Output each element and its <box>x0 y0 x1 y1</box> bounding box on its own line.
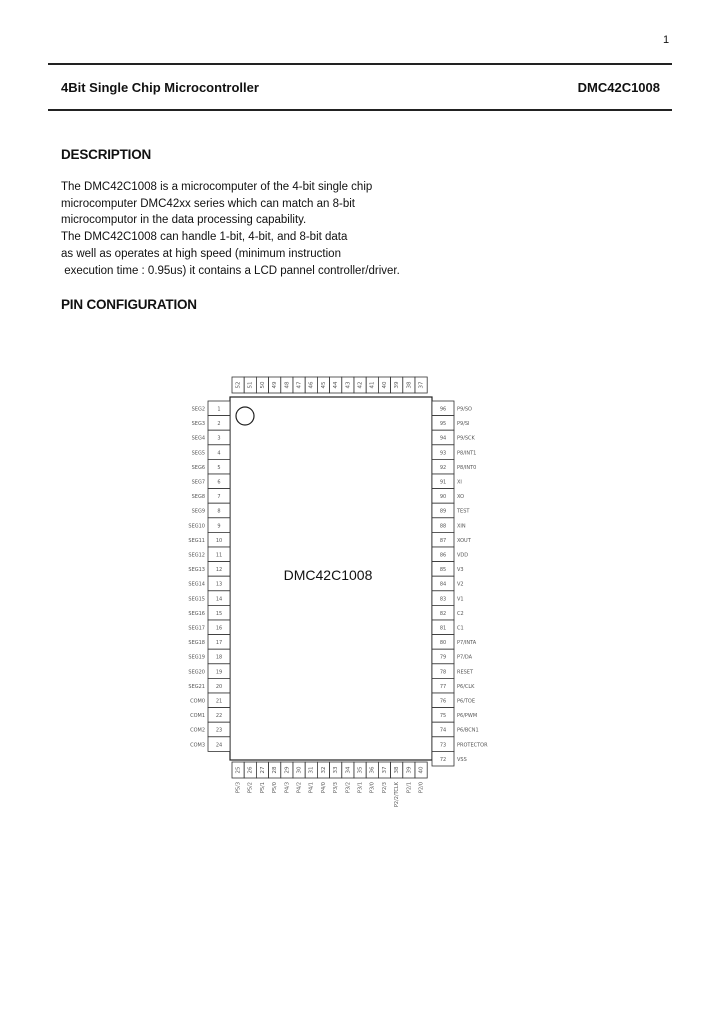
pin-name-bottom: P5/3 <box>235 782 242 794</box>
pin-name-right: V2 <box>457 581 464 588</box>
pin-number-left: 14 <box>215 596 223 603</box>
pin-number-right: 74 <box>439 727 447 734</box>
description-line: microcomputer DMC42xx series which can match an 8-bit <box>61 197 355 210</box>
pin-number-right: 87 <box>439 537 447 544</box>
pin-name-right: VDD <box>457 552 469 559</box>
pin-number-left: 21 <box>215 698 223 705</box>
pin-name-bottom: P2/3 <box>381 782 388 794</box>
pin-name-left: SEG16 <box>188 610 205 617</box>
document-title: 4Bit Single Chip Microcontroller <box>61 80 259 95</box>
pin-number-left: 6 <box>217 479 221 486</box>
pin-name-left: SEG8 <box>191 494 205 501</box>
pin-number-left: 17 <box>215 640 223 647</box>
pin-name-left: SEG10 <box>188 523 205 530</box>
pin-number-left: 4 <box>217 450 221 457</box>
pin-name-bottom: P3/1 <box>357 782 364 794</box>
pin-name-right: P8/INT0 <box>457 464 477 471</box>
pin-number-top: 42 <box>357 381 364 389</box>
pin-number-right: 95 <box>439 421 447 428</box>
pin-number-left: 15 <box>215 610 223 617</box>
pin-name-right: TEST <box>457 508 470 515</box>
pin-name-left: SEG4 <box>191 435 205 442</box>
pin-name-bottom: P4/1 <box>308 782 315 794</box>
pin-number-bottom: 31 <box>308 766 315 774</box>
pin-number-left: 8 <box>217 508 221 515</box>
pin-number-right: 75 <box>439 713 447 720</box>
pin-number-left: 24 <box>215 742 223 749</box>
pin-name-right: P9/SO <box>457 406 472 413</box>
pin-number-left: 19 <box>215 669 223 676</box>
pin-number-right: 88 <box>439 523 447 530</box>
pin-number-right: 94 <box>439 435 447 442</box>
pin-number-bottom: 30 <box>296 766 303 774</box>
pin-name-left: SEG2 <box>191 406 205 413</box>
pin-name-bottom: P2/0 <box>418 782 425 794</box>
pin-name-left: SEG6 <box>191 464 205 471</box>
pin-number-right: 77 <box>439 683 447 690</box>
pin-name-bottom: P4/2 <box>296 782 303 794</box>
pin-name-bottom: P4/3 <box>284 782 291 794</box>
pin-name-right: P9/SCK <box>457 435 475 442</box>
pin-number-right: 83 <box>439 596 447 603</box>
pin-name-right: VSS <box>457 756 467 763</box>
pin-name-left: SEG12 <box>188 552 205 559</box>
pin-number-top: 43 <box>345 381 352 389</box>
pin-number-top: 48 <box>284 381 291 389</box>
pin-name-bottom: P5/0 <box>272 782 279 794</box>
pin-name-right: V3 <box>457 567 464 574</box>
pin-name-right: P6/CLK <box>457 683 475 690</box>
description-line: as well as operates at high speed (minimum instruction <box>61 247 341 260</box>
pin-number-top: 49 <box>272 381 279 389</box>
pin-number-bottom: 35 <box>357 766 364 774</box>
pin-number-bottom: 25 <box>235 766 242 774</box>
pin-name-right: P9/SI <box>457 421 470 428</box>
pin-number-left: 16 <box>215 625 223 632</box>
pin-name-left: SEG7 <box>191 479 205 486</box>
pin-name-left: SEG17 <box>188 625 205 632</box>
pin-name-left: SEG13 <box>188 567 205 574</box>
pin-name-left: COM3 <box>190 742 205 749</box>
pin-number-right: 93 <box>439 450 447 457</box>
pin-number-right: 81 <box>439 625 447 632</box>
description-line: microcomputor in the data processing capability. <box>61 214 307 227</box>
pin1-marker <box>236 407 254 425</box>
pin-number-top: 37 <box>418 381 425 389</box>
pin-number-bottom: 27 <box>259 766 266 774</box>
pin-name-bottom: P4/0 <box>320 782 327 794</box>
pin-number-right: 82 <box>439 610 447 617</box>
pin-number-left: 23 <box>215 727 223 734</box>
pin-name-bottom: P5/1 <box>259 782 266 794</box>
pin-number-right: 85 <box>439 567 447 574</box>
pin-name-bottom: P5/2 <box>247 782 254 794</box>
pin-number-right: 92 <box>439 464 447 471</box>
pin-number-bottom: 28 <box>272 766 279 774</box>
pin-number-right: 80 <box>439 640 447 647</box>
pin-number-top: 41 <box>369 381 376 389</box>
pin-number-right: 91 <box>439 479 447 486</box>
pin-number-left: 22 <box>215 713 223 720</box>
pin-name-left: SEG14 <box>188 581 205 588</box>
pin-name-bottom: P2/1 <box>406 782 413 794</box>
pin-name-right: XIN <box>457 523 466 530</box>
pin-name-left: SEG21 <box>188 683 205 690</box>
pin-name-right: P6/BCN1 <box>457 727 479 734</box>
pin-number-left: 5 <box>217 464 221 471</box>
pin-number-top: 46 <box>308 381 315 389</box>
pin-number-right: 78 <box>439 669 447 676</box>
pin-name-left: COM2 <box>190 727 205 734</box>
pin-name-left: SEG19 <box>188 654 205 661</box>
pin-configuration-heading: PIN CONFIGURATION <box>61 297 197 312</box>
pin-name-left: SEG11 <box>188 537 205 544</box>
pin-number-right: 89 <box>439 508 447 515</box>
pin-name-left: SEG15 <box>188 596 205 603</box>
pin-number-right: 73 <box>439 742 447 749</box>
pin-name-right: V1 <box>457 596 464 603</box>
pin-number-right: 76 <box>439 698 447 705</box>
pin-number-top: 38 <box>406 381 413 389</box>
pin-number-left: 9 <box>217 523 221 530</box>
pin-number-bottom: 36 <box>369 766 376 774</box>
pin-name-left: SEG5 <box>191 450 205 457</box>
pin-name-bottom: P2/2/TCLK <box>394 782 401 808</box>
pin-number-top: 47 <box>296 381 303 389</box>
pin-number-bottom: 33 <box>333 766 340 774</box>
pin-name-right: RESET <box>457 669 474 676</box>
pin-name-left: COM0 <box>190 698 205 705</box>
description-heading: DESCRIPTION <box>61 147 152 162</box>
description-line: execution time : 0.95us) it contains a LCD pannel controller/driver. <box>61 264 400 277</box>
pin-name-right: C2 <box>457 610 464 617</box>
pin-name-left: SEG18 <box>188 640 205 647</box>
part-number: DMC42C1008 <box>577 80 660 95</box>
pin-number-top: 52 <box>235 381 242 389</box>
pin-name-right: XOUT <box>457 537 471 544</box>
pin-name-bottom: P3/0 <box>369 782 376 794</box>
pin-number-bottom: 39 <box>406 766 413 774</box>
page-number: 1 <box>663 34 670 46</box>
pin-name-bottom: P3/3 <box>333 782 340 794</box>
pin-number-right: 84 <box>439 581 447 588</box>
pin-number-top: 50 <box>259 381 266 389</box>
pin-number-bottom: 32 <box>320 766 327 774</box>
pin-number-top: 39 <box>394 381 401 389</box>
pin-number-top: 40 <box>381 381 388 389</box>
pin-number-right: 79 <box>439 654 447 661</box>
pin-number-left: 11 <box>215 552 223 559</box>
description-line: The DMC42C1008 can handle 1-bit, 4-bit, and 8-bit data <box>61 231 348 244</box>
pin-name-right: P6/PWM <box>457 713 478 720</box>
pin-number-top: 44 <box>333 381 340 389</box>
pin-number-bottom: 40 <box>418 766 425 774</box>
pin-number-left: 10 <box>215 537 223 544</box>
pin-name-left: SEG20 <box>188 669 205 676</box>
pin-number-bottom: 29 <box>284 766 291 774</box>
pin-name-right: P6/TOE <box>457 698 476 705</box>
pin-number-bottom: 38 <box>394 766 401 774</box>
pin-number-bottom: 37 <box>381 766 388 774</box>
pin-number-top: 51 <box>247 381 254 389</box>
description-line: The DMC42C1008 is a microcomputer of the 4-bit single chip <box>61 181 373 193</box>
pin-number-left: 3 <box>217 435 221 442</box>
pin-name-right: XI <box>457 479 462 486</box>
pin-name-left: COM1 <box>190 713 205 720</box>
pin-name-right: C1 <box>457 625 464 632</box>
pin-number-bottom: 34 <box>345 766 352 774</box>
pin-name-right: PROTECTOR <box>457 742 488 749</box>
pin-number-right: 86 <box>439 552 447 559</box>
pin-number-left: 1 <box>217 406 221 413</box>
pin-number-left: 20 <box>215 683 223 690</box>
pin-number-right: 72 <box>439 756 447 763</box>
pin-number-bottom: 26 <box>247 766 254 774</box>
pin-number-left: 12 <box>215 567 223 574</box>
pin-name-right: XO <box>457 494 465 501</box>
pin-name-right: P8/INT1 <box>457 450 477 457</box>
pin-number-left: 2 <box>217 421 221 428</box>
pin-name-right: P7/INTA <box>457 640 477 647</box>
pin-name-right: P7/DA <box>457 654 473 661</box>
chip-label: DMC42C1008 <box>283 567 373 583</box>
pin-number-top: 45 <box>320 381 327 389</box>
pin-name-left: SEG3 <box>191 421 205 428</box>
pin-name-left: SEG9 <box>191 508 205 515</box>
pin-number-right: 96 <box>439 406 447 413</box>
pin-number-left: 18 <box>215 654 223 661</box>
pin-number-left: 13 <box>215 581 223 588</box>
pin-name-bottom: P3/2 <box>345 782 352 794</box>
pin-number-right: 90 <box>439 494 447 501</box>
pin-number-left: 7 <box>217 494 221 501</box>
